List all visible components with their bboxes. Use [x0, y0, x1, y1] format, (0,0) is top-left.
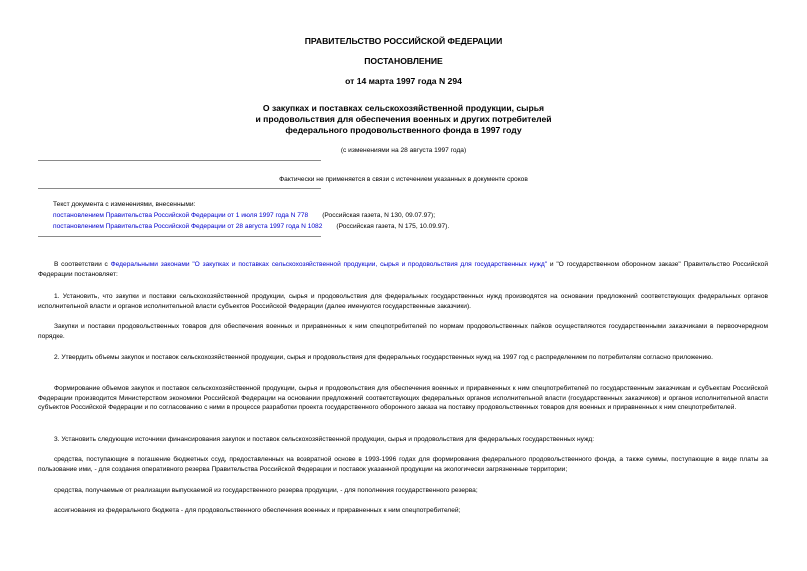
document-title-line-1: О закупках и поставках сельскохозяйственной продукции, сырья [262, 103, 545, 113]
status-note: Фактически не применяется в связи с истечением указанных в документе сроков [279, 176, 528, 183]
paragraph-2-2: Формирование объемов закупок и поставок сельскохозяйственной продукции, сырья и продовольствия для обеспечения военных и приравненных к ним спецпотребителей по государственным заказчикам и субъектам Российской Федерации производится Министерством экономики Российской Федерации на основании предложений соответствующих федеральных органов исполнительной власти (государственных заказчиков) и органов исполнительной власти субъектов Российской Федерации и по согласованию с ними в процессе разработки проекта государственного оборонного заказа на поставку продовольственных товаров для военных и приравненных к ним спецпотребителей. [38, 385, 768, 411]
change-item [53, 222, 449, 231]
paragraph-preamble: В соответствии с Федеральными законами "О закупках и поставках сельскохозяйственной продукции, сырья и продовольствия для государственных нужд" и "О государственном оборонном заказе" Правительство Российской Федерации постановляет: [38, 261, 769, 278]
document-title-line-2: и продовольствия для обеспечения военных и других потребителей [255, 114, 552, 124]
divider [38, 160, 321, 161]
document-title-line-3: федерального продовольственного фонда в 1997 году [285, 125, 522, 135]
divider [38, 236, 321, 237]
change-link[interactable]: постановлением Правительства Российской Федерации от 1 июля 1997 года N 778 [53, 212, 309, 219]
federal-laws-link[interactable]: Федеральными законами "О закупках и поставках сельскохозяйственной продукции, сырья и продовольствия для государственных нужд" [110, 261, 548, 268]
change-source: (Российская газета, N 175, 10.09.97). [336, 223, 450, 230]
paragraph-3-1: средства, поступающие в погашение бюджетных ссуд, предоставленных на возвратной основе в 1993-1996 годах для формирования федерального продовольственного фонда, а также суммы, поступающие в виде платы за пользование ими, - для создания оперативного резерва Правительства Российской Федерации и поставок указанной продукции на экологически загрязненные территории; [38, 456, 768, 473]
document-date: от 14 марта 1997 года N 294 [345, 76, 462, 86]
paragraph-3-3: ассигнования из федерального бюджета - для продовольственного обеспечения военных и приравненных к ним спецпотребителей; [54, 507, 461, 514]
document-type: ПОСТАНОВЛЕНИЕ [364, 56, 443, 66]
change-source: (Российская газета, N 130, 09.07.97); [322, 212, 436, 219]
changes-intro: Текст документа с изменениями, внесенными: [53, 201, 196, 208]
change-link[interactable]: постановлением Правительства Российской Федерации от 28 августа 1997 года N 1082 [53, 223, 323, 230]
amendments-note: (с изменениями на 28 августа 1997 года) [340, 147, 467, 154]
change-item [53, 211, 435, 220]
government-heading: ПРАВИТЕЛЬСТВО РОССИЙСКОЙ ФЕДЕРАЦИИ [304, 36, 503, 46]
paragraph-1-2: Закупки и поставки продовольственных товаров для обеспечения военных и приравненных к ним спецпотребителей по нормам продовольственных пайков осуществляются государственными заказчиками в первоочередном порядке. [38, 323, 768, 340]
paragraph-1: 1. Установить, что закупки и поставки сельскохозяйственной продукции, сырья и продовольствия для федеральных государственных нужд производятся на основании предложений соответствующих федеральных органов исполнительной власти и органов исполнительной власти субъектов Российской Федерации (далее именуются государственные заказчики). [38, 293, 768, 310]
paragraph-3: 3. Установить следующие источники финансирования закупок и поставок сельскохозяйственной продукции, сырья и продовольствия для федеральных государственных нужд: [54, 436, 595, 443]
divider [38, 188, 321, 189]
paragraph-2: 2. Утвердить объемы закупок и поставок сельскохозяйственной продукции, сырья и продовольствия для федеральных государственных нужд на 1997 год с распределением по потребителям согласно приложению. [54, 354, 713, 361]
paragraph-3-2: средства, получаемые от реализации выпускаемой из государственного резерва продукции, - для пополнения государственного резерва; [54, 487, 478, 494]
